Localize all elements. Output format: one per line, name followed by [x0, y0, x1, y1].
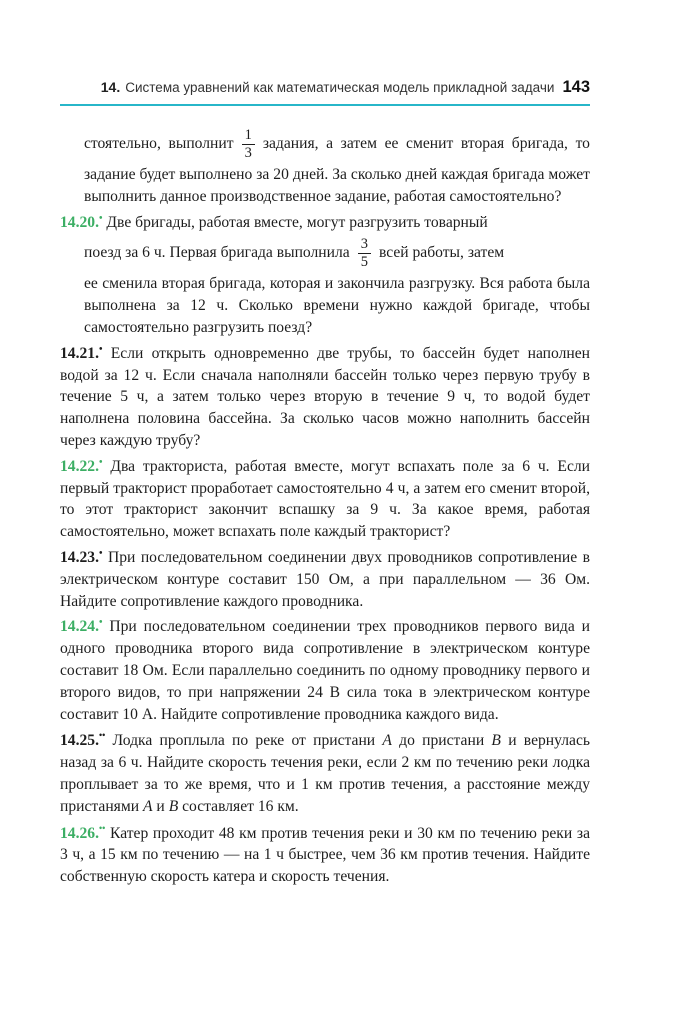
problem-number: 14.21.• — [60, 343, 103, 362]
header-divider — [60, 104, 590, 106]
problem-number: 14.20.• — [60, 212, 103, 231]
problem-number: 14.25.•• — [60, 730, 106, 750]
problem-number: 14.26.•• — [60, 822, 106, 842]
problem-14-20-continued: ее сменила вторая бригада, которая и закончила разгрузку. Вся работа была выполнена за 12 ч. Сколько времени нужно каждой бригаде, чтобы самостоятельно разгрузить поезд? — [84, 275, 590, 336]
page-content — [60, 124, 590, 888]
fraction-one-third: $\frac{1}{3}$ — [242, 127, 255, 162]
continuation-paragraph — [84, 124, 590, 208]
running-header — [60, 78, 590, 104]
continuation-text: бригада, то задание будет выполнено за 20 дней. За сколько дней каждая бригада может выполнить данное производственное задание, работая самостоятельно? — [84, 135, 590, 205]
problem-number: 14.24.• — [60, 617, 103, 636]
problem-14-22: 14.22.• Два тракториста, работая вместе, могут вспахать поле за 6 ч. Если первый тракторист проработает самостоятельно 4 ч, а затем его сменит второй, то этот тракторист закончит вспашку за 9 ч. За какое время, работая самостоятельно, может вспахать поле каждый тракторист? — [60, 456, 590, 541]
problem-14-24: 14.24.• При последовательном соединении трех проводников первого вида и одного проводника второго вида сопротивление в электрическом контуре составит 18 Ом. Если параллельно соединить по одному проводнику первого и второго видов, то при напряжении 24 В сила тока в электрическом контуре составит 10 А. Найдите сопротивление проводника каждого вида. — [60, 617, 590, 723]
continuation-line-1: стоятельно, выполнит $\frac{1}{3}$ задания, а затем ее сменит вторая — [84, 126, 505, 161]
problem-14-23: 14.23.• При последовательном соединении двух проводников сопротивление в электрическом контуре составит 150 Ом, а при параллельном — 36 Ом. Найдите сопротивление каждого проводника. — [60, 547, 590, 610]
problem-number: 14.22.• — [60, 456, 103, 475]
page-number: 143 — [562, 78, 590, 96]
problem-14-26: 14.26.•• Катер проходит 48 км против течения реки и 30 км по течению реки за 3 ч, а 15 км по течению — на 1 ч быстрее, чем 36 км против течения. Найдите собственную скорость катера и скорость течения. — [60, 822, 590, 886]
problem-14-21: 14.21.• Если открыть одновременно две трубы, то бассейн будет наполнен водой за 12 ч. Если сначала наполняли бассейн только через первую трубу в течение 5 ч, а затем только через вторую в течение 9 ч, то водой будет наполнена половина бассейна. За сколько часов можно наполнить бассейн через каждую трубу? — [60, 343, 590, 449]
problem-14-25: 14.25.•• Лодка проплыла по реке от пристани A до пристани B и вернулась назад за 6 ч. Найдите скорость течения реки, если 2 км по течению реки лодка проплывает за то же время, что и 1 км против течения, а расстояние между пристанями A и B составляет 16 км. — [60, 730, 590, 815]
section-number: 14. — [100, 79, 121, 95]
problem-number: 14.23.• — [60, 547, 103, 566]
section-title: Система уравнений как математическая модель прикладной задачи — [125, 80, 555, 95]
problem-14-20: 14.20.• Две бригады, работая вместе, могут разгрузить товарный поезд за 6 ч. Первая бригада выполнила $\frac{3}{5}$ всей работы, затем — [60, 212, 505, 271]
fraction-three-fifths: $\frac{3}{5}$ — [358, 236, 371, 271]
